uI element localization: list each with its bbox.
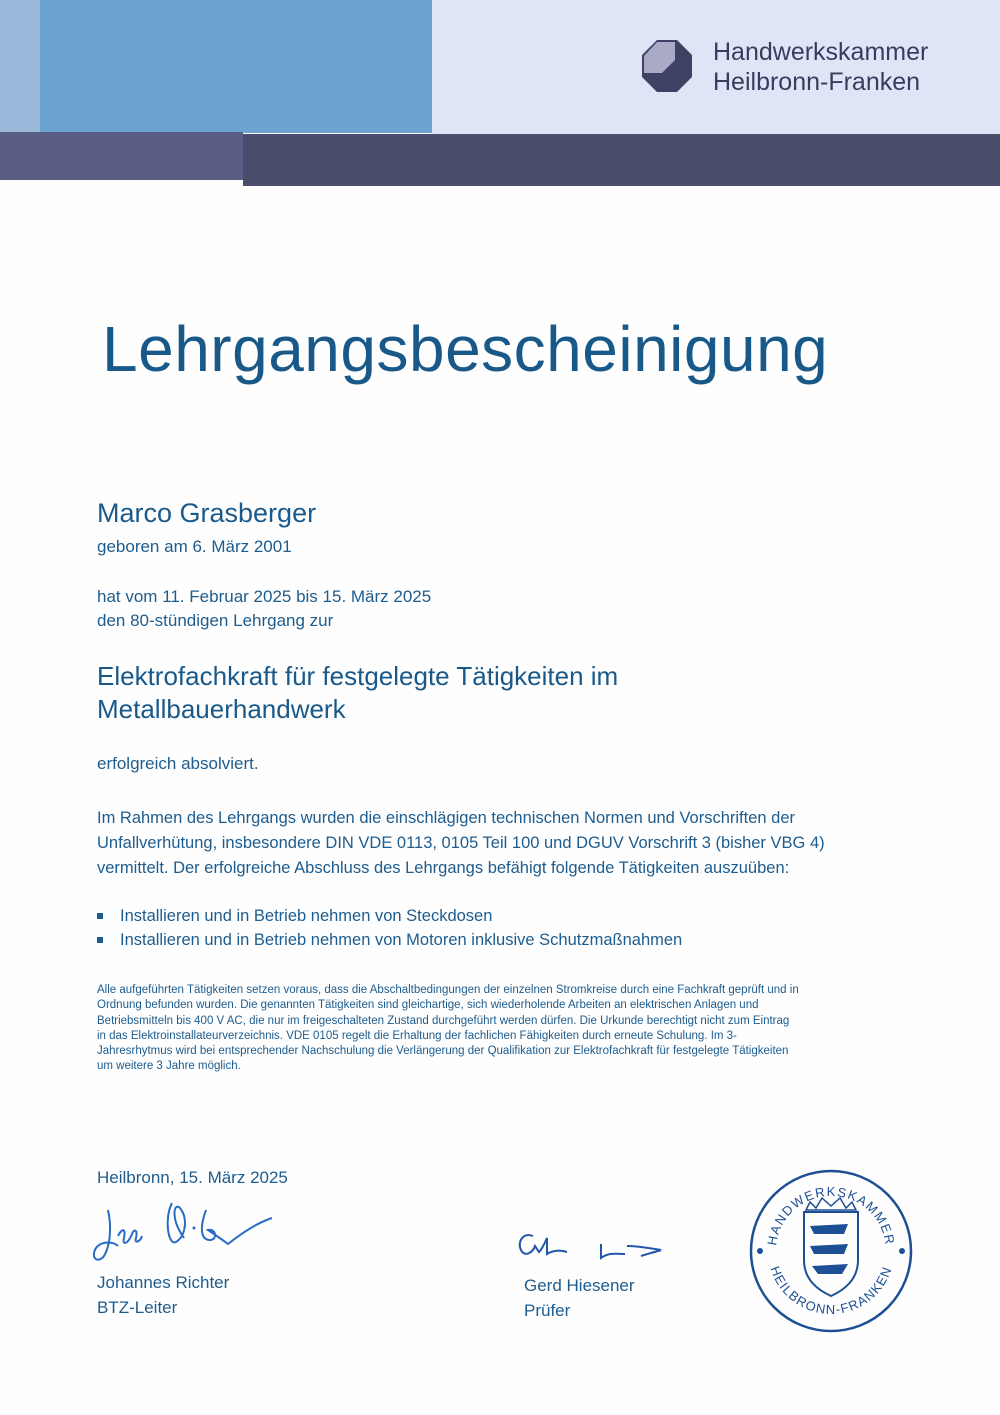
fine-print-line: Ordnung befunden wurden. Die genannten Tätigkeiten sind gleichartige, sich wiederholende Arbeiten an elektrischen Anlagen und bbox=[97, 999, 759, 1012]
hwk-octagon-logo-icon bbox=[642, 40, 692, 92]
header-band-light bbox=[0, 0, 40, 133]
fine-print-line: Alle aufgeführten Tätigkeiten setzen voraus, dass die Abschaltbedingungen der einzelnen Stromkreise durch eine Fachkraft geprüft und in bbox=[97, 984, 799, 996]
header-band-mid bbox=[40, 0, 432, 133]
fine-print bbox=[97, 983, 907, 1075]
signatory1 bbox=[97, 1270, 229, 1320]
header-band-dark-left bbox=[0, 132, 243, 180]
svg-text:HANDWERKSKAMMER bbox=[764, 1184, 898, 1247]
bullet-square-icon bbox=[97, 937, 103, 943]
place-date: Heilbronn, 15. März 2025 bbox=[97, 1168, 288, 1187]
course-intro: den 80-stündigen Lehrgang zur bbox=[97, 611, 334, 630]
description-line3: vermittelt. Der erfolgreiche Abschluss des Lehrgangs befähigt folgende Tätigkeiten auszuüben: bbox=[97, 859, 790, 877]
fine-print-line: um weitere 3 Jahre möglich. bbox=[97, 1060, 241, 1073]
fine-print-line: Betriebsmitteln bis 400 V AC, die nur im freigeschalteten Zustand durchgeführt werden dürfen. Die Urkunde berechtigt nicht zum Eintrag bbox=[97, 1014, 790, 1027]
course-name-line1: Elektrofachkraft für festgelegte Tätigkeiten im bbox=[97, 661, 619, 691]
bullet-square-icon bbox=[97, 913, 103, 919]
signatory2-name: Gerd Hiesener bbox=[524, 1276, 635, 1295]
signatory2-role: Prüfer bbox=[524, 1301, 571, 1320]
signature-johannes-richter-icon bbox=[88, 1198, 278, 1268]
course-name-line2: Metallbauerhandwerk bbox=[97, 694, 346, 724]
activity-text: Installieren und in Betrieb nehmen von Steckdosen bbox=[120, 907, 493, 925]
signature-gerd-hiesener-icon bbox=[515, 1228, 665, 1268]
course-period: hat vom 11. Februar 2025 bis 15. März 2025 bbox=[97, 587, 432, 606]
signatory1-name: Johannes Richter bbox=[97, 1273, 230, 1292]
course-name bbox=[97, 660, 618, 726]
signatory2 bbox=[524, 1273, 635, 1323]
header-banner bbox=[0, 0, 1000, 190]
activity-text: Installieren und in Betrieb nehmen von Motoren inklusive Schutzmaßnahmen bbox=[120, 931, 683, 949]
recipient-name: Marco Grasberger bbox=[97, 498, 317, 528]
stamp-bottom-text: HEILBRONN-FRANKEN bbox=[767, 1264, 895, 1317]
fine-print-line: Jahresrhytmus wird bei entsprechender Nachschulung die Verlängerung der Qualifikation zur Elektrofachkraft für festgelegte Tätigkeiten bbox=[97, 1045, 789, 1058]
description-line1: Im Rahmen des Lehrgangs wurden die einschlägigen technischen Normen und Vorschriften der bbox=[97, 809, 795, 827]
activity-item bbox=[97, 904, 682, 928]
fine-print-line: in das Elektroinstallateurverzeichnis. VDE 0105 regelt die Erhaltung der fachlichen Fähigkeiten durch erneute Schulung. Im 3- bbox=[97, 1029, 737, 1042]
description-line2: Unfallverhütung, insbesondere DIN VDE 0113, 0105 Teil 100 und DGUV Vorschrift 3 (bisher VBG 4) bbox=[97, 834, 825, 852]
signatory1-role: BTZ-Leiter bbox=[97, 1298, 178, 1317]
official-seal-stamp-icon bbox=[748, 1168, 914, 1334]
birth-date: geboren am 6. März 2001 bbox=[97, 537, 292, 556]
document-title: Lehrgangsbescheinigung bbox=[102, 313, 829, 385]
header-band-dark-right bbox=[243, 134, 1000, 186]
stamp-top-text: HANDWERKSKAMMER bbox=[764, 1183, 898, 1247]
org-name bbox=[713, 37, 928, 97]
course-description bbox=[97, 806, 897, 881]
activity-item bbox=[97, 928, 682, 952]
org-name-line1: Handwerkskammer bbox=[713, 38, 929, 66]
org-name-line2: Heilbronn-Franken bbox=[713, 68, 921, 96]
activities-list bbox=[97, 904, 682, 952]
completion-text: erfolgreich absolviert. bbox=[97, 754, 259, 773]
